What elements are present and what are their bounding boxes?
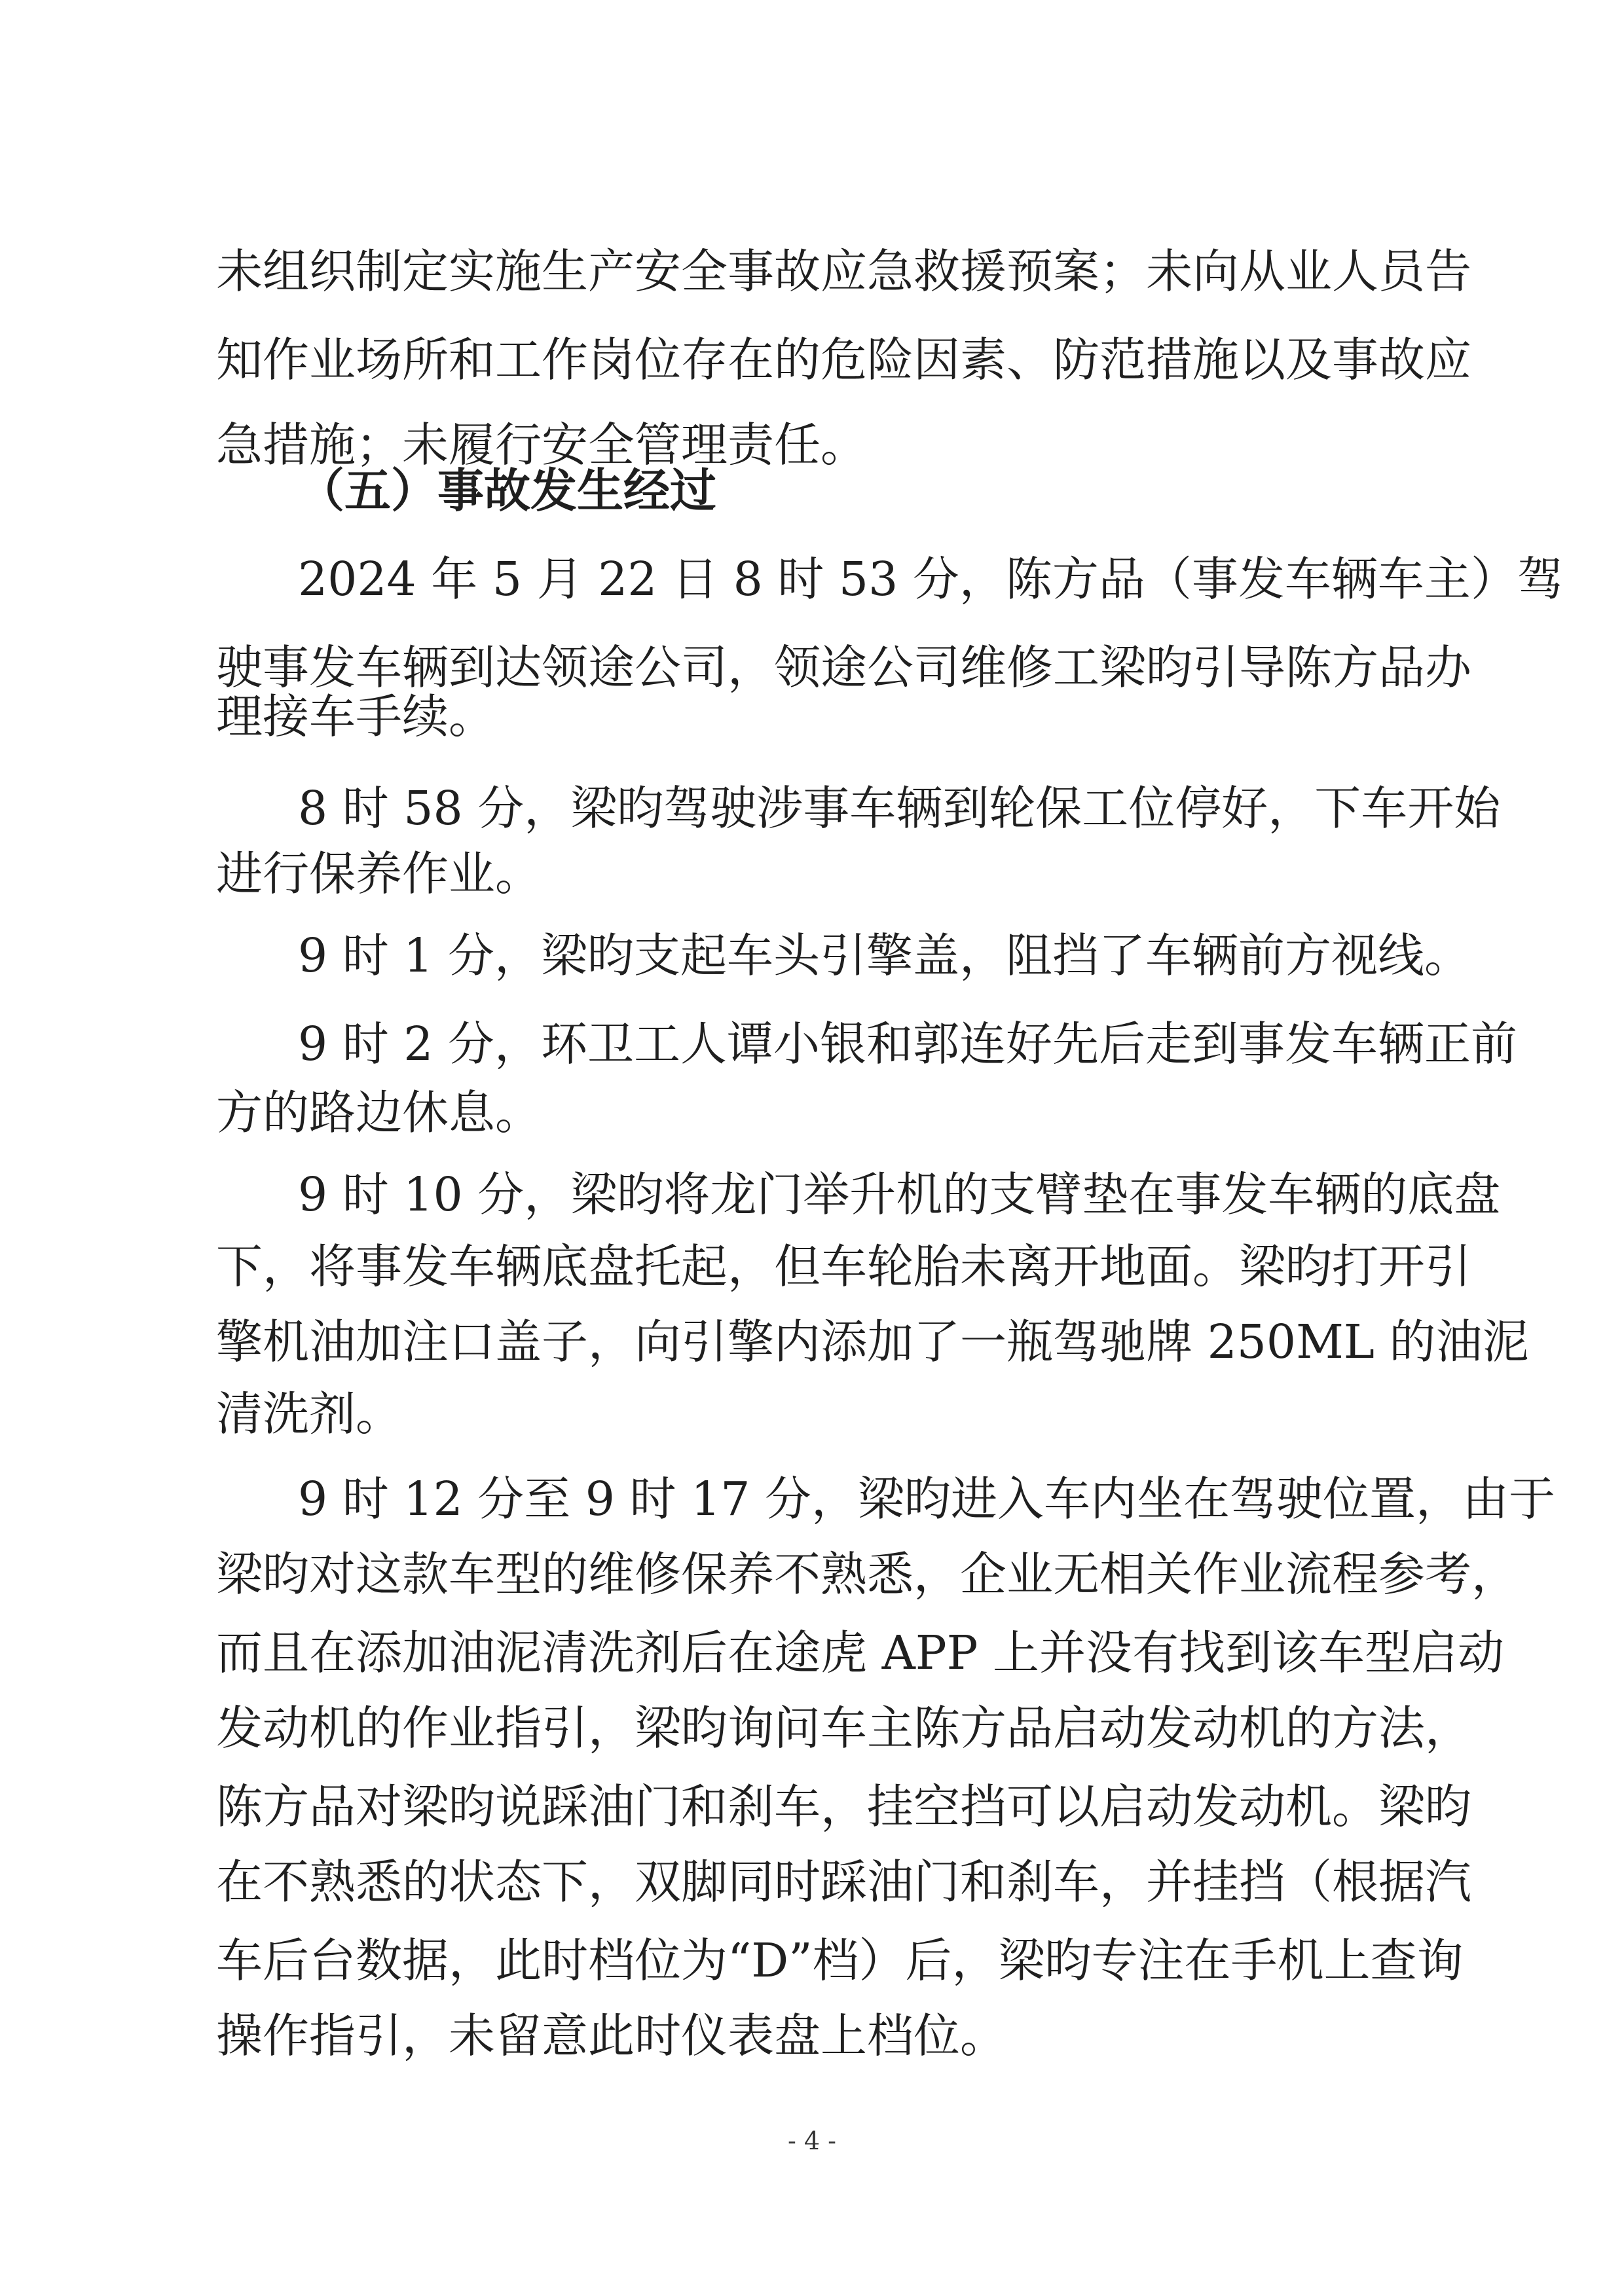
text-line: 8 时 58 分，梁昀驾驶涉事车辆到轮保工位停好，下车开始 [298,781,1501,835]
text-line: 急措施；未履行安全管理责任。 [216,418,868,472]
text-line: 2024 年 5 月 22 日 8 时 53 分，陈方品（事发车辆车主）驾 [298,552,1564,606]
text-line: 理接车手续。 [216,689,496,744]
text-line: 车后台数据，此时档位为“D”档）后，梁昀专注在手机上查询 [216,1933,1464,1988]
text-line: 方的路边休息。 [216,1085,542,1140]
text-line: 操作指引，未留意此时仪表盘上档位。 [216,2009,1007,2063]
section-heading: （五）事故发生经过 [298,464,717,518]
text-line: 9 时 10 分，梁昀将龙门举升机的支臂垫在事发车辆的底盘 [298,1167,1501,1222]
text-line: 知作业场所和工作岗位存在的危险因素、防范措施以及事故应 [216,333,1472,387]
text-line: 9 时 1 分，梁昀支起车头引擎盖，阻挡了车辆前方视线。 [298,928,1471,983]
text-line: 9 时 2 分，环卫工人谭小银和郭连好先后走到事发车辆正前 [298,1017,1518,1071]
text-line: 进行保养作业。 [216,847,542,901]
text-line: 发动机的作业指引，梁昀询问车主陈方品启动发动机的方法， [216,1701,1472,1755]
text-line: 陈方品对梁昀说踩油门和刹车，挂空挡可以启动发动机。梁昀 [216,1779,1472,1834]
text-line: 驶事发车辆到达领途公司，领途公司维修工梁昀引导陈方品办 [216,640,1472,695]
text-line: 下，将事发车辆底盘托起，但车轮胎未离开地面。梁昀打开引 [216,1239,1472,1294]
text-line: 在不熟悉的状态下，双脚同时踩油门和刹车，并挂挡（根据汽 [216,1855,1472,1909]
text-line: 未组织制定实施生产安全事故应急救援预案；未向从业人员告 [216,244,1472,299]
page-number: - 4 - [787,2126,836,2155]
text-line: 9 时 12 分至 9 时 17 分，梁昀进入车内坐在驾驶位置，由于 [298,1472,1556,1526]
text-line: 擎机油加注口盖子，向引擎内添加了一瓶驾驰牌 250ML 的油泥 [216,1315,1529,1369]
text-line: 梁昀对这款车型的维修保养不熟悉，企业无相关作业流程参考， [216,1547,1519,1601]
text-line: 而且在添加油泥清洗剂后在途虎 APP 上并没有找到该车型启动 [216,1626,1504,1680]
text-line: 清洗剂。 [216,1387,403,1441]
